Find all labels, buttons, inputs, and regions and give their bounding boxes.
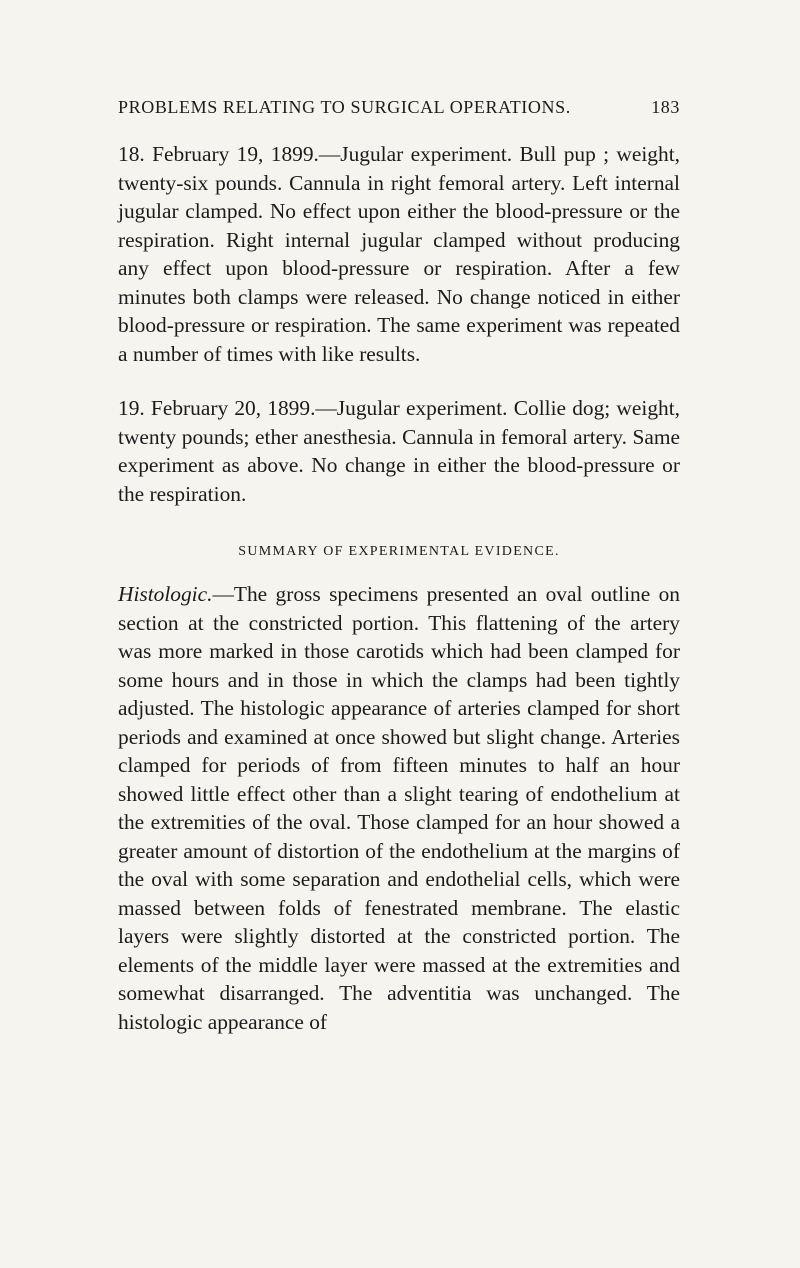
experiment-19-paragraph: 19. February 20, 1899.—Jugular experiment. Collie dog; weight, twenty pounds; ether anesthesia. Cannula in femoral artery. Same experiment as above. No change in either the blood-pressure or the respiration. <box>118 396 680 506</box>
section-heading: SUMMARY OF EXPERIMENTAL EVIDENCE. <box>238 544 560 559</box>
histologic-text: —The gross specimens presented an oval outline on section at the constricted portion. This flattening of the artery was more marked in those carotids which had been clamped for some hours and in those in which the clamps had been tightly adjusted. The histologic appearance of arteries clamped for short periods and examined at once showed but slight change. Arteries clamped for periods of from fifteen minutes to half an hour showed little effect other than a slight tearing of endothelium at the extremities of the oval. Those clamped for an hour showed a greater amount of distortion of the endothelium at the margins of the oval with some separation and endothelial cells, which were massed between folds of fenestrated membrane. The elastic layers were slightly distorted at the constricted portion. The elements of the middle layer were massed at the extremities and somewhat disarranged. The adventitia was unchanged. The histologic appearance of <box>118 582 680 1034</box>
experiment-18-paragraph: 18. February 19, 1899.—Jugular experiment. Bull pup ; weight, twenty-six pounds. Cannula in right femoral artery. Left internal jugular clamped. No effect upon either the blood-pressure or the respiration. Right internal jugular clamped without producing any effect upon blood-pressure or respiration. After a few minutes both clamps were released. No change noticed in either blood-pressure or respiration. The same experiment was repeated a number of times with like results. <box>118 142 680 366</box>
running-title: PROBLEMS RELATING TO SURGICAL OPERATIONS. <box>118 97 571 117</box>
page-number: 183 <box>651 97 680 117</box>
book-page <box>118 94 680 1036</box>
running-header <box>118 94 680 120</box>
histologic-paragraph <box>118 580 680 1036</box>
histologic-label: Histologic. <box>118 582 213 606</box>
